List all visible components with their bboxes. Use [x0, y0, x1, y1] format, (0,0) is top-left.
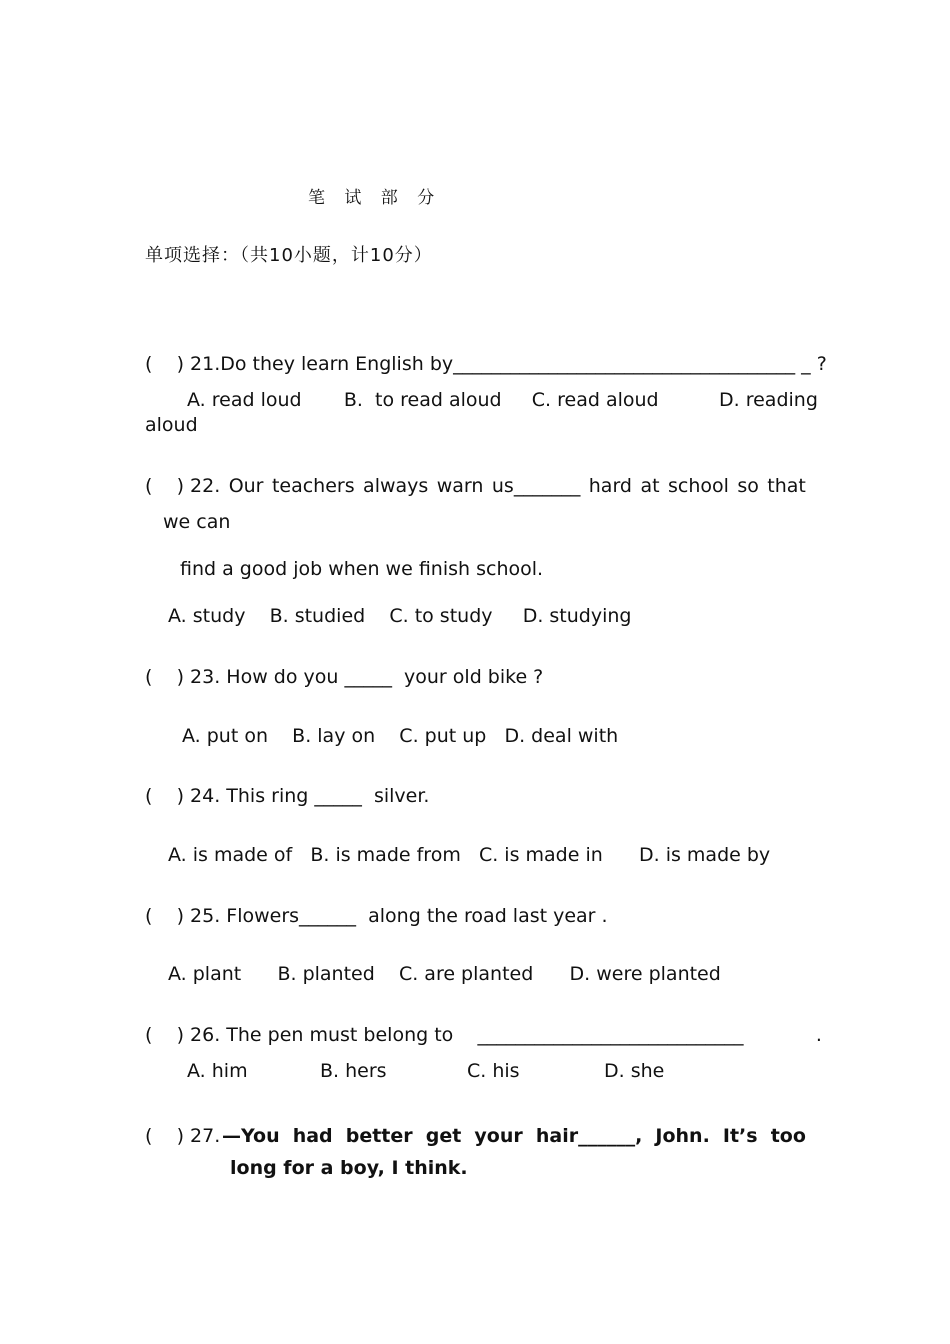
question-26-option-b: B. hers: [320, 1060, 387, 1082]
question-21-options: A. read loud B. to read aloud C. read aloud D. reading: [187, 389, 818, 411]
question-23-stem: ( ) 23. How do you _____ your old bike ?: [145, 666, 544, 688]
q27-word: hair______,: [535, 1125, 643, 1147]
q27-word: too: [770, 1125, 806, 1147]
question-26-option-c: C. his: [467, 1060, 520, 1082]
q22-word: Our: [228, 475, 264, 497]
q22-word: that: [767, 475, 806, 497]
question-24-stem: ( ) 24. This ring _____ silver.: [145, 785, 430, 807]
section-header: 单项选择：（共10小题，计10分）: [145, 245, 433, 266]
question-22-stem-cont: we can: [163, 511, 231, 533]
q27-word: —You: [222, 1125, 280, 1147]
question-21-options-cont: aloud: [145, 414, 198, 436]
q22-word: teachers: [271, 475, 355, 497]
q27-word: It’s: [722, 1125, 758, 1147]
question-27-stem-cont: long for a boy, I think.: [230, 1157, 468, 1179]
question-22-options: A. study B. studied C. to study D. studying: [168, 605, 632, 627]
question-24-options: A. is made of B. is made from C. is made in D. is made by: [168, 844, 771, 866]
question-25-options: A. plant B. planted C. are planted D. were planted: [168, 963, 721, 985]
q27-word: had: [292, 1125, 333, 1147]
q27-word: John.: [655, 1125, 710, 1147]
q22-word: warn: [436, 475, 484, 497]
q22-word: us_______: [491, 475, 581, 497]
page-title: 笔 试 部 分: [308, 188, 442, 208]
q22-word: school: [667, 475, 729, 497]
question-22-stem-cont2: find a good job when we finish school.: [180, 558, 544, 580]
q22-word: so: [737, 475, 759, 497]
question-26-stem: ( ) 26. The pen must belong to ____________________________ .: [145, 1024, 822, 1046]
q22-word: hard: [588, 475, 632, 497]
q22-word: at: [640, 475, 660, 497]
question-26-option-d: D. she: [604, 1060, 665, 1082]
q22-word: always: [363, 475, 429, 497]
q27-word: get: [425, 1125, 462, 1147]
question-23-options: A. put on B. lay on C. put up D. deal with: [182, 725, 619, 747]
q22-word: ( ) 22.: [145, 475, 221, 497]
question-21-stem: ( ) 21.Do they learn English by____________________________________ _ ?: [145, 353, 827, 375]
question-22-stem: [145, 474, 806, 498]
q27-word: better: [345, 1125, 413, 1147]
question-25-stem: ( ) 25. Flowers______ along the road last year .: [145, 905, 608, 927]
question-26-option-a: A. him: [187, 1060, 248, 1082]
question-27-prefix: ( ) 27.: [145, 1125, 227, 1147]
question-27-stem: [222, 1124, 806, 1148]
q27-word: your: [474, 1125, 523, 1147]
